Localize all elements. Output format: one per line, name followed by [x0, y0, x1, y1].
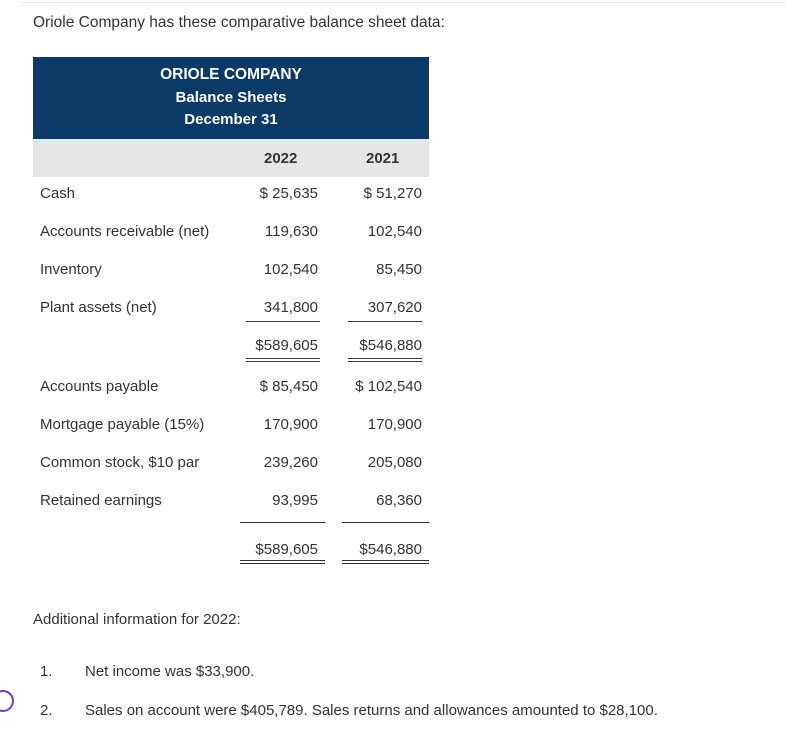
- total-double-underline-2021: [342, 560, 429, 564]
- top-divider: [22, 2, 785, 3]
- table-row: [33, 484, 429, 522]
- value-2022: 102,540: [263, 261, 318, 278]
- row-label: Cash: [40, 185, 76, 202]
- row-label: Common stock, $10 par: [40, 454, 200, 471]
- side-badge-icon[interactable]: [0, 690, 14, 712]
- value-2021: 307,620: [367, 299, 422, 316]
- total-2021: $546,880: [359, 541, 422, 558]
- liabilities-total-row: [33, 533, 429, 571]
- value-2022: $ 85,450: [259, 378, 318, 395]
- row-label: Plant assets (net): [40, 299, 157, 316]
- table-row: [33, 408, 429, 446]
- value-2022: 239,260: [263, 454, 318, 471]
- value-2021: 205,080: [367, 454, 422, 471]
- value-2022: 93,995: [272, 492, 318, 509]
- subtotal-underline-2022: [246, 321, 320, 322]
- table-row: [33, 215, 429, 253]
- subtotal-underline-2022: [240, 522, 325, 523]
- total-2022: $589,605: [255, 337, 318, 354]
- year-col-2022: 2022: [264, 150, 298, 167]
- year-header-row: [33, 139, 429, 177]
- table-row: [33, 253, 429, 291]
- row-label: Accounts receivable (net): [40, 223, 210, 240]
- table-header-banner: [33, 57, 429, 139]
- value-2022: $ 25,635: [259, 185, 318, 202]
- value-2021: 68,360: [376, 492, 422, 509]
- subtotal-underline-2021: [342, 522, 429, 523]
- total-2021: $546,880: [359, 337, 422, 354]
- value-2021: $ 51,270: [363, 185, 422, 202]
- additional-info-title: Additional information for 2022:: [33, 611, 241, 628]
- total-2022: $589,605: [255, 541, 318, 558]
- total-double-underline-2022: [240, 560, 325, 564]
- statement-date: December 31: [184, 111, 278, 128]
- value-2022: 119,630: [264, 223, 318, 240]
- table-row: [33, 291, 429, 329]
- item-text: Net income was $33,900.: [85, 663, 255, 680]
- subtotal-underline-2021: [348, 321, 422, 322]
- row-label: Mortgage payable (15%): [40, 416, 205, 433]
- item-number: 1.: [40, 663, 53, 680]
- company-name: ORIOLE COMPANY: [160, 66, 302, 83]
- value-2022: 341,800: [263, 299, 318, 316]
- value-2021: $ 102,540: [355, 378, 422, 395]
- value-2022: 170,900: [263, 416, 318, 433]
- total-double-underline-2021: [348, 358, 422, 362]
- year-col-2021: 2021: [366, 150, 400, 167]
- item-text: Sales on account were $405,789. Sales returns and allowances amounted to $28,100.: [85, 702, 658, 719]
- item-number: 2.: [40, 702, 53, 719]
- row-label: Accounts payable: [40, 378, 159, 395]
- statement-title: Balance Sheets: [175, 89, 287, 106]
- table-row: [33, 370, 429, 408]
- table-row: [33, 177, 429, 215]
- table-row: [33, 446, 429, 484]
- row-label: Inventory: [40, 261, 102, 278]
- balance-sheet-table: [33, 57, 429, 558]
- value-2021: 85,450: [376, 261, 422, 278]
- intro-text: Oriole Company has these comparative balance sheet data:: [33, 14, 445, 31]
- value-2021: 170,900: [367, 416, 422, 433]
- total-double-underline-2022: [246, 358, 320, 362]
- value-2021: 102,540: [367, 223, 422, 240]
- row-label: Retained earnings: [40, 492, 162, 509]
